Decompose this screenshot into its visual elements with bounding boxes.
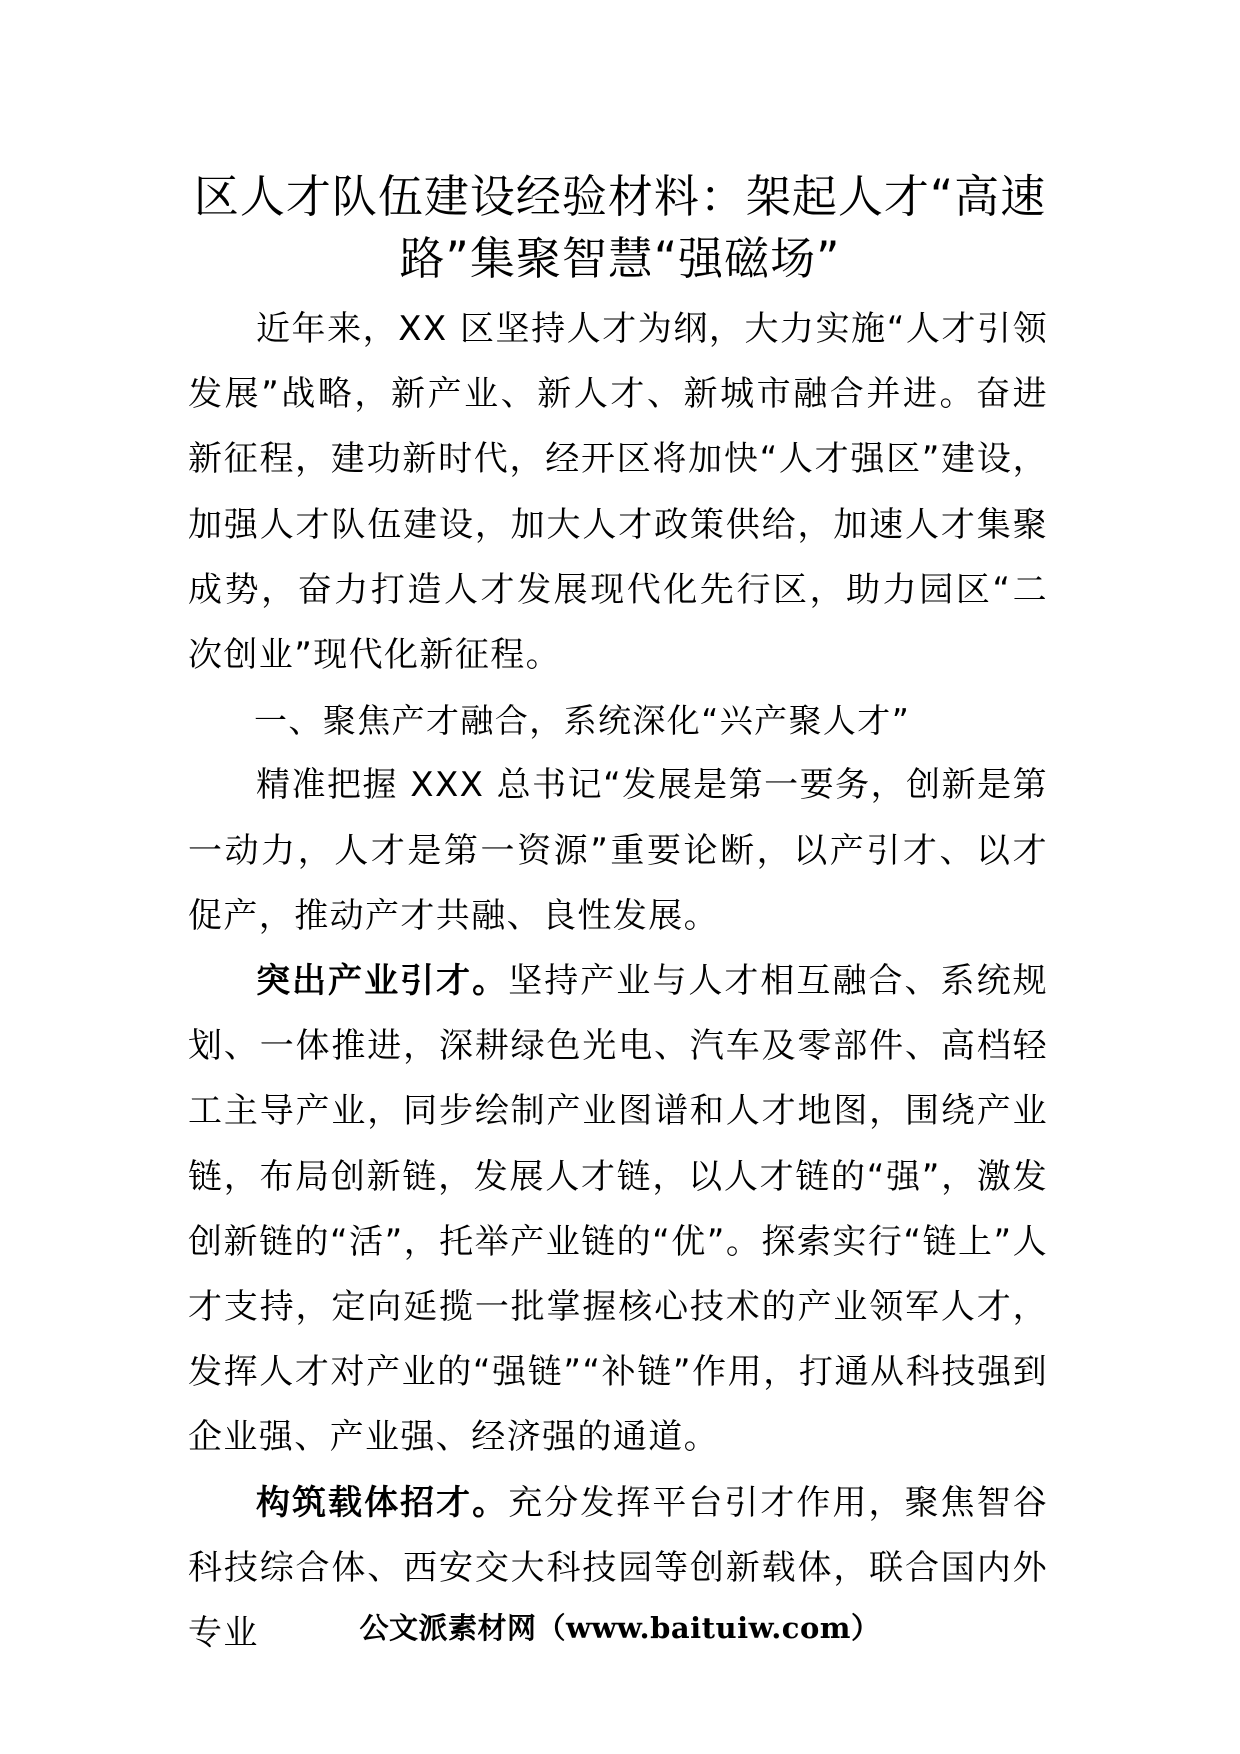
industry-text: 坚持产业与人才相互融合、系统规划、一体推进，深耕绿色光电、汽车及零部件、高档轻工主导产业，同步绘制产业图谱和人才地图，围绕产业链，布局创新链，发展人才链，以人才链的“强”，激发创新链的“活”，托举产业链的“优”。探索实行“链上”人才支持，定向延揽一批掌握核心技术的产业领军人才，发挥人才对产业的“强链”“补链”作用，打通从科技强到企业强、产业强、经济强的通道。 <box>188 961 1048 1458</box>
industry-lead: 突出产业引才。 <box>256 961 509 1002</box>
document-title: 区人才队伍建设经验材料：架起人才“高速路”集聚智慧“强磁场” <box>193 170 1047 285</box>
carrier-text: 充分发挥平台引才作用，聚焦智谷科技综合体、西安交大科技园等创新载体，联合国内外专业 <box>188 1482 1048 1654</box>
document-body <box>188 297 1048 1666</box>
section-heading: 一、聚焦产才融合，系统深化“兴产聚人才” <box>254 701 911 741</box>
section-paragraph: 精准把握 XXX 总书记“发展是第一要务，创新是第一动力，人才是第一资源”重要论断，以产引才、以才促产，推动产才共融、良性发展。 <box>188 765 1048 936</box>
industry-paragraph <box>188 949 1048 1471</box>
intro-paragraph: 近年来，XX 区坚持人才为纲，大力实施“人才引领发展”战略，新产业、新人才、新城市融合并进。奋进新征程，建功新时代，经开区将加快“人才强区”建设，加强人才队伍建设，加大人才政策供给，加速人才集聚成势，奋力打造人才发展现代化先行区，助力园区“二次创业”现代化新征程。 <box>188 309 1048 676</box>
footer-watermark: 公文派素材网（www.baituiw.com） <box>359 1611 881 1645</box>
carrier-lead: 构筑载体招才。 <box>256 1482 509 1523</box>
